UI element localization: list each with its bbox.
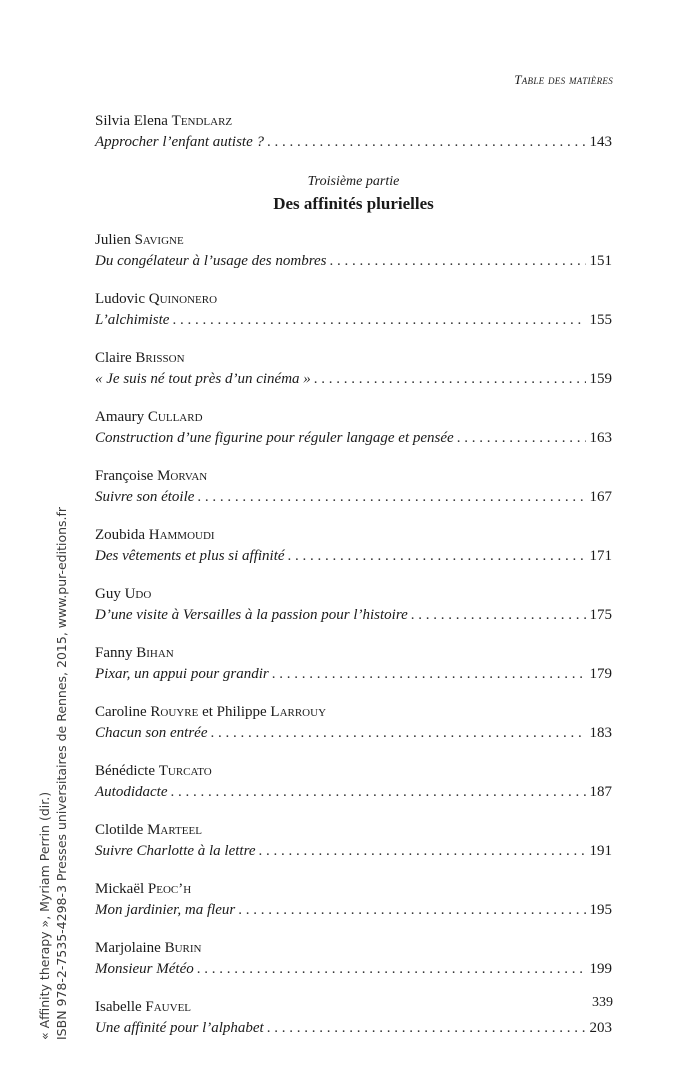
author-last-name: Fauvel xyxy=(145,999,192,1015)
toc-author xyxy=(95,348,612,369)
part-heading xyxy=(95,172,612,216)
chapter-title[interactable]: Construction d’une figurine pour réguler langage et pensée xyxy=(95,430,454,446)
author-first-name: Fanny xyxy=(95,645,133,661)
chapter-title[interactable]: Des vêtements et plus si affinité xyxy=(95,548,285,564)
author-first-name: Guy xyxy=(95,586,121,602)
page-number: 195 xyxy=(589,902,612,918)
author-last-name: Cullard xyxy=(147,409,203,425)
author-first-name: Clotilde xyxy=(95,822,144,838)
dot-leader xyxy=(259,841,586,862)
toc-entry xyxy=(95,525,612,567)
dot-leader xyxy=(330,251,586,272)
toc-title-line[interactable] xyxy=(95,1018,612,1039)
author-last-name: Larrouy xyxy=(270,704,327,720)
page-number: 159 xyxy=(589,371,612,387)
toc-entry xyxy=(95,111,612,153)
toc-entry xyxy=(95,820,612,862)
page-number: 171 xyxy=(589,548,612,564)
author-first-name: Mickaël xyxy=(95,881,145,897)
toc-entry xyxy=(95,348,612,390)
dot-leader xyxy=(197,487,585,508)
dot-leader xyxy=(238,900,585,921)
chapter-title[interactable]: Du congélateur à l’usage des nombres xyxy=(95,253,327,269)
author-joiner: et xyxy=(202,704,213,720)
page-number: 183 xyxy=(589,725,612,741)
toc-author xyxy=(95,820,612,841)
author-last-name: Quinonero xyxy=(148,291,218,307)
author-last-name: Tendlarz xyxy=(171,113,233,129)
author-last-name: Turcato xyxy=(158,763,212,779)
toc-entry xyxy=(95,879,612,921)
chapter-title[interactable]: L’alchimiste xyxy=(95,312,170,328)
table-of-contents xyxy=(95,111,612,1056)
toc-entry xyxy=(95,466,612,508)
toc-entry xyxy=(95,702,612,744)
dot-leader xyxy=(288,546,586,567)
page-number: 175 xyxy=(589,607,612,623)
toc-author xyxy=(95,584,612,605)
toc-title-line[interactable] xyxy=(95,723,612,744)
author-last-name: Rouyre xyxy=(150,704,199,720)
sidebar-line-2: ISBN 978-2-7535-4298-3 Presses universitaires de Rennes, 2015, www.pur-editions.fr xyxy=(54,506,69,1040)
toc-author xyxy=(95,230,612,251)
chapter-title[interactable]: Suivre Charlotte à la lettre xyxy=(95,843,256,859)
author-first-name: Zoubida xyxy=(95,527,145,543)
page-number: 163 xyxy=(589,430,612,446)
toc-author xyxy=(95,879,612,900)
author-first-name: Amaury xyxy=(95,409,145,425)
author-last-name: Burin xyxy=(164,940,202,956)
toc-title-line[interactable] xyxy=(95,959,612,980)
author-first-name: Marjolaine xyxy=(95,940,161,956)
toc-entry xyxy=(95,289,612,331)
toc-author xyxy=(95,761,612,782)
chapter-title[interactable]: D’une visite à Versailles à la passion pour l’histoire xyxy=(95,607,408,623)
running-head: Table des matières xyxy=(514,72,613,87)
chapter-title[interactable]: Pixar, un appui pour grandir xyxy=(95,666,269,682)
page-number: 155 xyxy=(589,312,612,328)
page-number: 179 xyxy=(589,666,612,682)
page-number: 199 xyxy=(589,961,612,977)
author-first-name: Philippe xyxy=(216,704,267,720)
author-last-name: Peoc’h xyxy=(147,881,192,897)
toc-author xyxy=(95,643,612,664)
toc-title-line[interactable] xyxy=(95,546,612,567)
toc-entry xyxy=(95,938,612,980)
toc-author xyxy=(95,938,612,959)
author-first-name: Françoise xyxy=(95,468,154,484)
page-number: 151 xyxy=(589,253,612,269)
publisher-sidebar xyxy=(36,470,70,1040)
toc-title-line[interactable] xyxy=(95,664,612,685)
dot-leader xyxy=(210,723,585,744)
page-number: 191 xyxy=(589,843,612,859)
chapter-title[interactable]: Mon jardinier, ma fleur xyxy=(95,902,236,918)
author-first-name: Caroline xyxy=(95,704,147,720)
author-last-name: Savigne xyxy=(134,232,184,248)
author-first-name: Bénédicte xyxy=(95,763,155,779)
toc-entry xyxy=(95,407,612,449)
toc-author xyxy=(95,466,612,487)
toc-author xyxy=(95,997,612,1018)
dot-leader xyxy=(172,310,585,331)
author-first-name: Silvia Elena xyxy=(95,113,168,129)
dot-leader xyxy=(314,369,586,390)
toc-title-line[interactable] xyxy=(95,900,612,921)
author-last-name: Brisson xyxy=(135,350,185,366)
toc-author xyxy=(95,111,612,132)
page-number: 203 xyxy=(589,1020,612,1036)
chapter-title[interactable]: « Je suis né tout près d’un cinéma » xyxy=(95,371,311,387)
toc-author xyxy=(95,289,612,310)
dot-leader xyxy=(267,132,586,153)
page-number: 167 xyxy=(589,489,612,505)
dot-leader xyxy=(197,959,586,980)
toc-entry xyxy=(95,997,612,1039)
toc-title-line[interactable] xyxy=(95,428,612,449)
toc-entry xyxy=(95,230,612,272)
toc-entries xyxy=(95,230,612,1039)
part-title: Des affinités plurielles xyxy=(273,194,434,213)
toc-title-line[interactable] xyxy=(95,132,612,153)
toc-title-line[interactable] xyxy=(95,310,612,331)
chapter-title[interactable]: Une affinité pour l’alphabet xyxy=(95,1020,264,1036)
sidebar-line-1: « Affinity therapy », Myriam Perrin (dir.) xyxy=(37,791,52,1040)
dot-leader xyxy=(272,664,586,685)
toc-entry xyxy=(95,643,612,685)
author-last-name: Hammoudi xyxy=(148,527,215,543)
author-last-name: Morvan xyxy=(157,468,208,484)
page-number: 143 xyxy=(589,134,612,150)
chapter-title[interactable]: Chacun son entrée xyxy=(95,725,208,741)
toc-entry xyxy=(95,584,612,626)
author-last-name: Bihan xyxy=(136,645,174,661)
chapter-title[interactable]: Autodidacte xyxy=(95,784,168,800)
author-first-name: Claire xyxy=(95,350,132,366)
toc-title-line[interactable] xyxy=(95,782,612,803)
author-first-name: Isabelle xyxy=(95,999,142,1015)
dot-leader xyxy=(267,1018,586,1039)
page-folio: 339 xyxy=(592,995,613,1010)
toc-author xyxy=(95,702,612,723)
toc-author xyxy=(95,407,612,428)
toc-title-line[interactable] xyxy=(95,605,612,626)
toc-title-line[interactable] xyxy=(95,841,612,862)
dot-leader xyxy=(170,782,585,803)
toc-author xyxy=(95,525,612,546)
toc-title-line[interactable] xyxy=(95,251,612,272)
toc-title-line[interactable] xyxy=(95,369,612,390)
author-last-name: Udo xyxy=(124,586,152,602)
author-first-name: Julien xyxy=(95,232,131,248)
chapter-title[interactable]: Suivre son étoile xyxy=(95,489,195,505)
chapter-title[interactable]: Approcher l’enfant autiste ? xyxy=(95,134,264,150)
dot-leader xyxy=(411,605,586,626)
part-label: Troisième partie xyxy=(307,174,400,189)
toc-entry xyxy=(95,761,612,803)
author-last-name: Marteel xyxy=(147,822,202,838)
author-first-name: Ludovic xyxy=(95,291,145,307)
dot-leader xyxy=(457,428,586,449)
toc-title-line[interactable] xyxy=(95,487,612,508)
page-number: 187 xyxy=(589,784,612,800)
chapter-title[interactable]: Monsieur Météo xyxy=(95,961,194,977)
